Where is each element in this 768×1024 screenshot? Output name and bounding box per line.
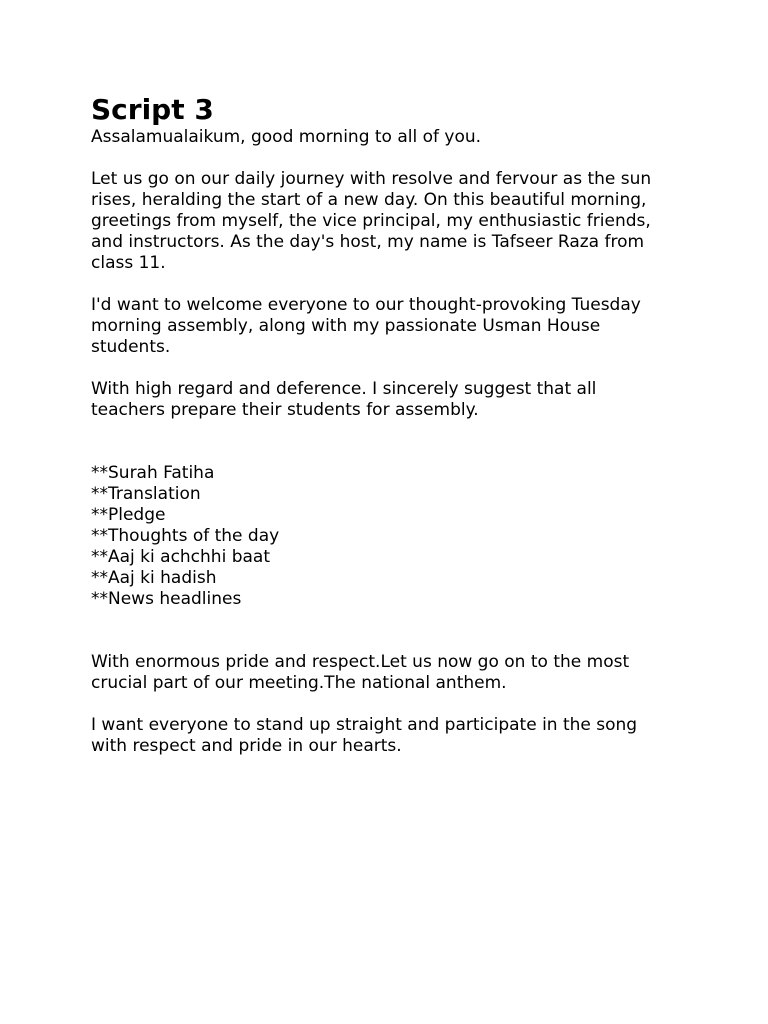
paragraph-request (91, 379, 691, 421)
paragraph-line: With enormous pride and respect.Let us now go on to the most (91, 652, 630, 672)
program-item: **News headlines (91, 589, 242, 609)
document-title: Script 3 (91, 93, 214, 126)
paragraph-closing (91, 715, 691, 757)
program-item: **Thoughts of the day (91, 526, 280, 546)
paragraph-line: morning assembly, along with my passionate Usman House (91, 316, 601, 336)
paragraph-line: and instructors. As the day's host, my name is Tafseer Raza from (91, 232, 645, 252)
program-item: **Translation (91, 484, 201, 504)
paragraph-line: rises, heralding the start of a new day. On this beautiful morning, (91, 190, 647, 210)
document-page (91, 93, 691, 757)
paragraph-line: crucial part of our meeting.The national anthem. (91, 673, 507, 693)
program-item: **Surah Fatiha (91, 463, 215, 483)
paragraph-line: I'd want to welcome everyone to our thought-provoking Tuesday (91, 295, 641, 315)
paragraph-line: students. (91, 337, 171, 357)
paragraph-line: Let us go on our daily journey with resolve and fervour as the sun (91, 169, 652, 189)
paragraph-anthem (91, 652, 691, 694)
paragraph-line: With high regard and deference. I sincerely suggest that all (91, 379, 597, 399)
paragraph-line: class 11. (91, 253, 166, 273)
program-item: **Pledge (91, 505, 166, 525)
paragraph-welcome (91, 295, 691, 358)
paragraph-line: greetings from myself, the vice principal, my enthusiastic friends, (91, 211, 651, 231)
paragraph-line: teachers prepare their students for assembly. (91, 400, 479, 420)
greeting-line: Assalamualaikum, good morning to all of you. (91, 127, 482, 147)
paragraph-line: with respect and pride in our hearts. (91, 736, 402, 756)
paragraph-intro (91, 169, 691, 274)
program-item: **Aaj ki achchhi baat (91, 547, 270, 567)
paragraph-line: I want everyone to stand up straight and participate in the song (91, 715, 638, 735)
program-list (91, 463, 691, 610)
program-item: **Aaj ki hadish (91, 568, 217, 588)
